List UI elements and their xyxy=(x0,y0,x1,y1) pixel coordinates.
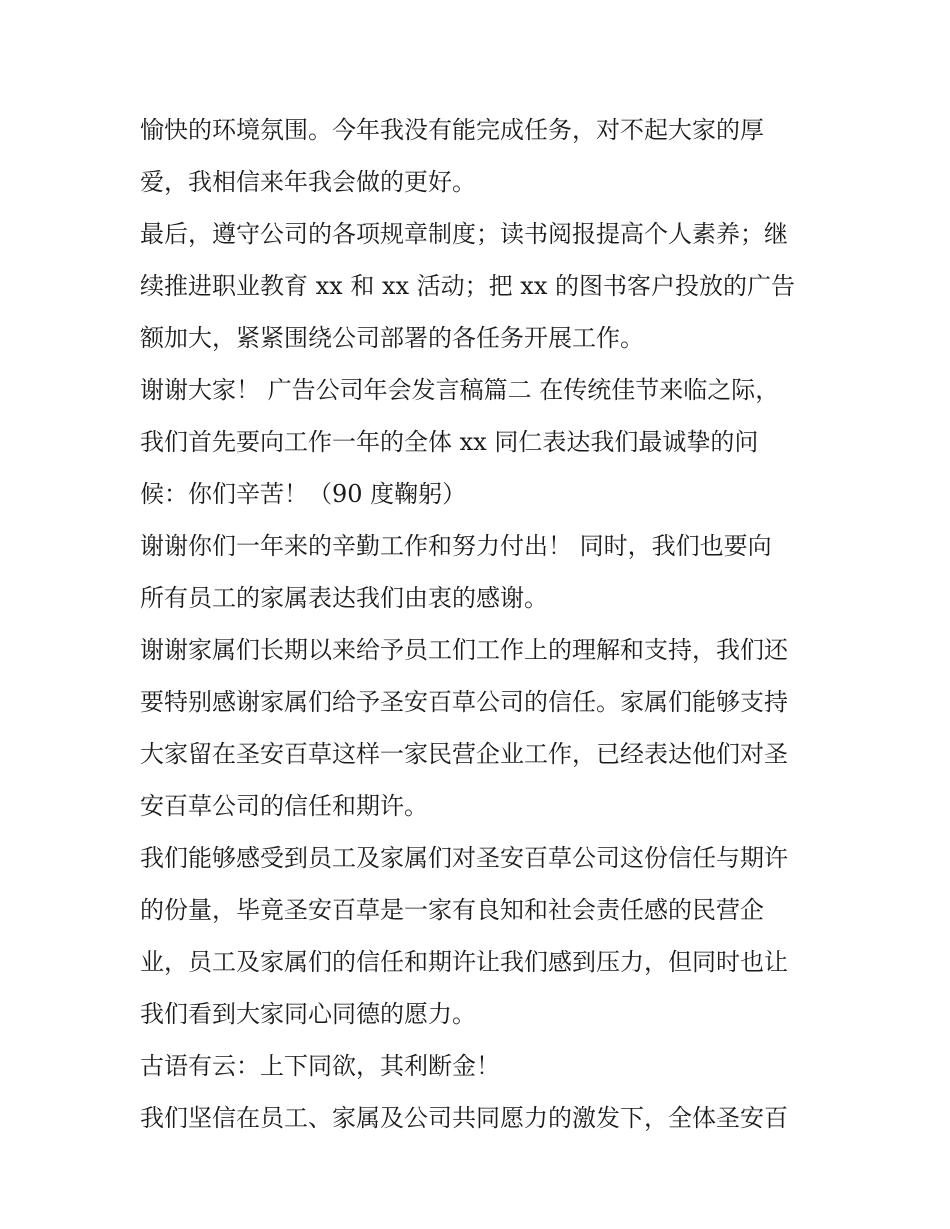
text-line: 愉快的环境氛围。今年我没有能完成任务，对不起大家的厚 xyxy=(140,116,764,144)
text-line: 谢谢你们一年来的辛勤工作和努力付出！ 同时，我们也要向 xyxy=(140,532,772,560)
text-line: 额加大，紧紧围绕公司部署的各任务开展工作。 xyxy=(140,324,644,352)
text-line: 续推进职业教育 xx 和 xx 活动；把 xx 的图书客户投放的广告 xyxy=(140,272,795,300)
text-line: 最后，遵守公司的各项规章制度；读书阅报提高个人素养；继 xyxy=(140,220,788,248)
text-line: 业，员工及家属们的信任和期许让我们感到压力，但同时也让 xyxy=(140,948,788,976)
text-line: 谢谢大家！ 广告公司年会发言稿篇二 在传统佳节来临之际， xyxy=(140,376,780,404)
text-line: 谢谢家属们长期以来给予员工们工作上的理解和支持，我们还 xyxy=(140,636,788,664)
text-line: 古语有云：上下同欲，其利断金！ xyxy=(140,1052,500,1080)
text-line: 我们坚信在员工、家属及公司共同愿力的激发下，全体圣安百 xyxy=(140,1104,788,1132)
text-line: 我们看到大家同心同德的愿力。 xyxy=(140,1000,476,1028)
text-line: 安百草公司的信任和期许。 xyxy=(140,792,428,820)
text-line: 要特别感谢家属们给予圣安百草公司的信任。家属们能够支持 xyxy=(140,688,788,716)
text-line: 我们首先要向工作一年的全体 xx 同仁表达我们最诚挚的问 xyxy=(140,428,759,456)
text-line: 所有员工的家属表达我们由衷的感谢。 xyxy=(140,584,548,612)
text-line: 的份量，毕竟圣安百草是一家有良知和社会责任感的民营企 xyxy=(140,896,764,924)
document-body xyxy=(140,104,820,1144)
text-line: 我们能够感受到员工及家属们对圣安百草公司这份信任与期许 xyxy=(140,844,788,872)
text-line: 爱，我相信来年我会做的更好。 xyxy=(140,168,476,196)
text-line: 大家留在圣安百草这样一家民营企业工作，已经表达他们对圣 xyxy=(140,740,788,768)
text-line: 候：你们辛苦！（90 度鞠躬） xyxy=(140,480,467,508)
